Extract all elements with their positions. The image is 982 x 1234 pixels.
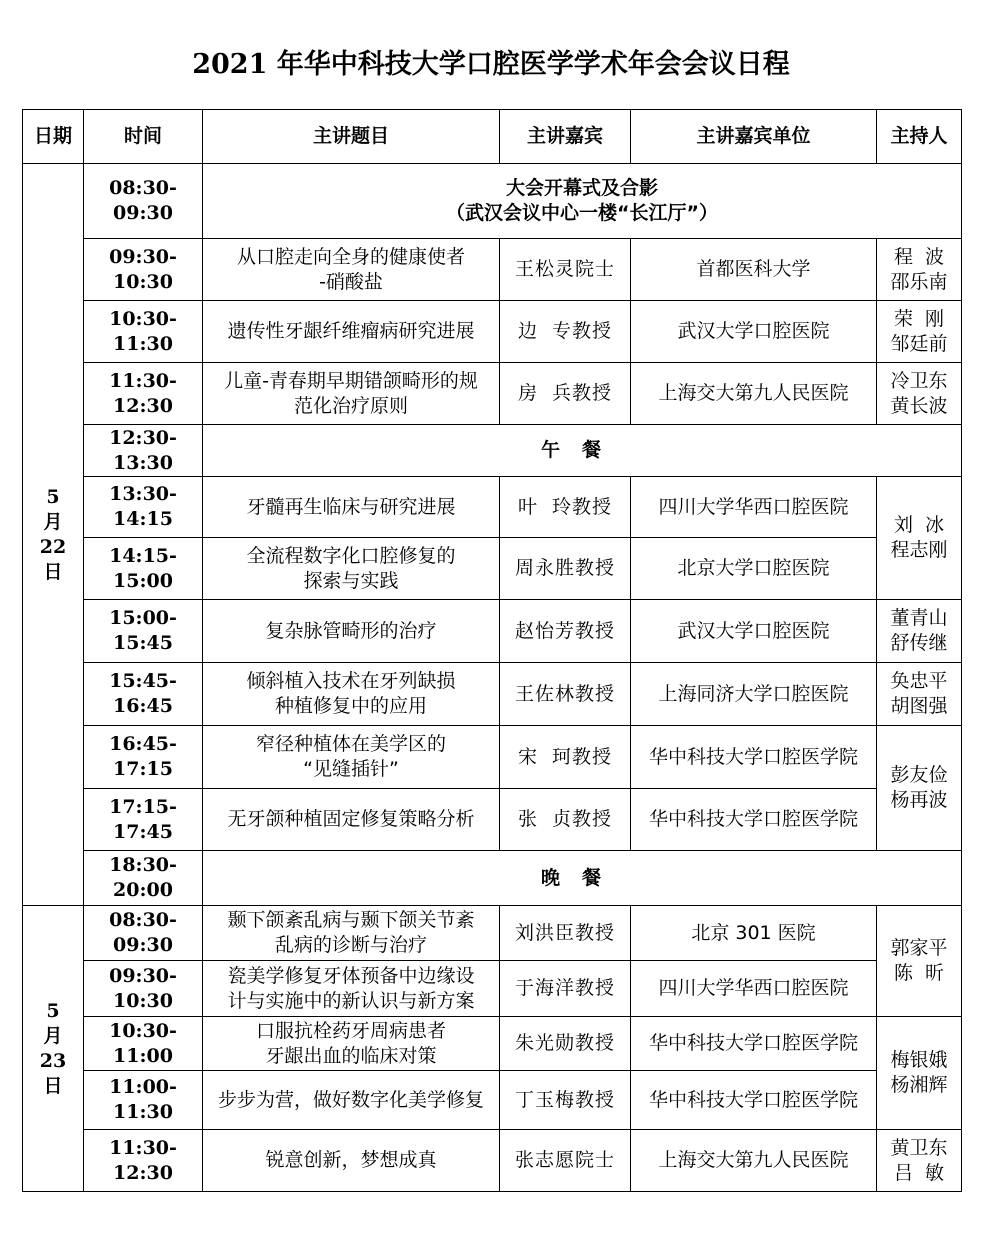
table-row [23, 663, 962, 726]
speaker-cell: 叶 玲教授 [500, 477, 631, 538]
page-title: 2021 年华中科技大学口腔医学学术年会会议日程 [192, 49, 790, 80]
time-cell: 10:30-11:00 [84, 1017, 203, 1071]
dinner-break: 晚餐 [203, 851, 962, 906]
table-row [23, 789, 962, 851]
header-row [23, 110, 962, 164]
table-row [23, 425, 962, 477]
table-row [23, 301, 962, 363]
topic-cell: 瓷美学修复牙体预备中边缘设 计与实施中的新认识与新方案 [203, 961, 500, 1017]
schedule-table [22, 109, 962, 1192]
header-time: 时间 [84, 110, 203, 164]
table-row [23, 726, 962, 789]
time-cell: 11:30-12:30 [84, 363, 203, 425]
host-cell: 郭家平 陈 昕 [877, 906, 962, 1017]
table-row [23, 239, 962, 301]
table-row [23, 851, 962, 906]
time-cell: 13:30-14:15 [84, 477, 203, 538]
speaker-cell: 朱光勋教授 [500, 1017, 631, 1071]
speaker-cell: 边 专教授 [500, 301, 631, 363]
time-cell: 09:30-10:30 [84, 239, 203, 301]
speaker-cell: 王松灵院士 [500, 239, 631, 301]
host-cell: 荣 刚 邹廷前 [877, 301, 962, 363]
table-row [23, 477, 962, 538]
lunch-break: 午餐 [203, 425, 962, 477]
host-cell: 程 波 邵乐南 [877, 239, 962, 301]
topic-cell: 口服抗栓药牙周病患者 牙龈出血的临床对策 [203, 1017, 500, 1071]
topic-cell: 锐意创新，梦想成真 [203, 1130, 500, 1192]
org-cell: 首都医科大学 [631, 239, 877, 301]
topic-cell: 颞下颌紊乱病与颞下颌关节紊 乱病的诊断与治疗 [203, 906, 500, 961]
speaker-cell: 周永胜教授 [500, 538, 631, 600]
topic-cell: 无牙颌种植固定修复策略分析 [203, 789, 500, 851]
time-cell: 14:15-15:00 [84, 538, 203, 600]
topic-cell: 牙髓再生临床与研究进展 [203, 477, 500, 538]
time-cell: 11:00-11:30 [84, 1071, 203, 1130]
topic-cell: 儿童-青春期早期错颌畸形的规 范化治疗原则 [203, 363, 500, 425]
speaker-cell: 王佐林教授 [500, 663, 631, 726]
host-cell: 奂忠平 胡图强 [877, 663, 962, 726]
host-cell: 董青山 舒传继 [877, 600, 962, 663]
table-row [23, 906, 962, 961]
org-cell: 华中科技大学口腔医学院 [631, 1017, 877, 1071]
speaker-cell: 房 兵教授 [500, 363, 631, 425]
table-row [23, 1017, 962, 1071]
topic-cell: 步步为营，做好数字化美学修复 [203, 1071, 500, 1130]
table-row [23, 600, 962, 663]
speaker-cell: 张志愿院士 [500, 1130, 631, 1192]
table-row [23, 164, 962, 239]
org-cell: 四川大学华西口腔医院 [631, 477, 877, 538]
time-cell: 09:30-10:30 [84, 961, 203, 1017]
topic-cell: 窄径种植体在美学区的 “见缝插针” [203, 726, 500, 789]
host-cell: 刘 冰 程志刚 [877, 477, 962, 600]
org-cell: 武汉大学口腔医院 [631, 301, 877, 363]
topic-cell: 全流程数字化口腔修复的 探索与实践 [203, 538, 500, 600]
org-cell: 上海交大第九人民医院 [631, 363, 877, 425]
time-cell: 15:45-16:45 [84, 663, 203, 726]
speaker-cell: 于海洋教授 [500, 961, 631, 1017]
header-speaker: 主讲嘉宾 [500, 110, 631, 164]
header-topic: 主讲题目 [203, 110, 500, 164]
header-host: 主持人 [877, 110, 962, 164]
table-row [23, 538, 962, 600]
org-cell: 北京大学口腔医院 [631, 538, 877, 600]
time-cell: 11:30-12:30 [84, 1130, 203, 1192]
host-cell: 冷卫东 黄长波 [877, 363, 962, 425]
table-row [23, 1071, 962, 1130]
time-cell: 12:30-13:30 [84, 425, 203, 477]
header-org: 主讲嘉宾单位 [631, 110, 877, 164]
time-cell: 08:30-09:30 [84, 164, 203, 239]
topic-cell: 倾斜植入技术在牙列缺损 种植修复中的应用 [203, 663, 500, 726]
day1-date: 5 月 22 日 [23, 164, 84, 906]
time-cell: 16:45-17:15 [84, 726, 203, 789]
time-cell: 15:00-15:45 [84, 600, 203, 663]
org-cell: 武汉大学口腔医院 [631, 600, 877, 663]
topic-cell: 复杂脉管畸形的治疗 [203, 600, 500, 663]
time-cell: 08:30-09:30 [84, 906, 203, 961]
org-cell: 四川大学华西口腔医院 [631, 961, 877, 1017]
speaker-cell: 丁玉梅教授 [500, 1071, 631, 1130]
org-cell: 北京 301 医院 [631, 906, 877, 961]
topic-cell: 从口腔走向全身的健康使者 -硝酸盐 [203, 239, 500, 301]
table-row [23, 961, 962, 1017]
opening-ceremony: 大会开幕式及合影 （武汉会议中心一楼“长江厅”） [203, 164, 962, 239]
org-cell: 上海同济大学口腔医院 [631, 663, 877, 726]
time-cell: 17:15-17:45 [84, 789, 203, 851]
topic-cell: 遗传性牙龈纤维瘤病研究进展 [203, 301, 500, 363]
day2-date: 5 月 23 日 [23, 906, 84, 1192]
table-row [23, 363, 962, 425]
speaker-cell: 刘洪臣教授 [500, 906, 631, 961]
host-cell: 梅银娥 杨湘辉 [877, 1017, 962, 1130]
org-cell: 华中科技大学口腔医学院 [631, 789, 877, 851]
speaker-cell: 宋 珂教授 [500, 726, 631, 789]
speaker-cell: 张 贞教授 [500, 789, 631, 851]
org-cell: 上海交大第九人民医院 [631, 1130, 877, 1192]
org-cell: 华中科技大学口腔医学院 [631, 726, 877, 789]
time-cell: 18:30-20:00 [84, 851, 203, 906]
time-cell: 10:30-11:30 [84, 301, 203, 363]
org-cell: 华中科技大学口腔医学院 [631, 1071, 877, 1130]
host-cell: 黄卫东 吕 敏 [877, 1130, 962, 1192]
header-date: 日期 [23, 110, 84, 164]
host-cell: 彭友俭 杨再波 [877, 726, 962, 851]
table-row [23, 1130, 962, 1192]
speaker-cell: 赵怡芳教授 [500, 600, 631, 663]
